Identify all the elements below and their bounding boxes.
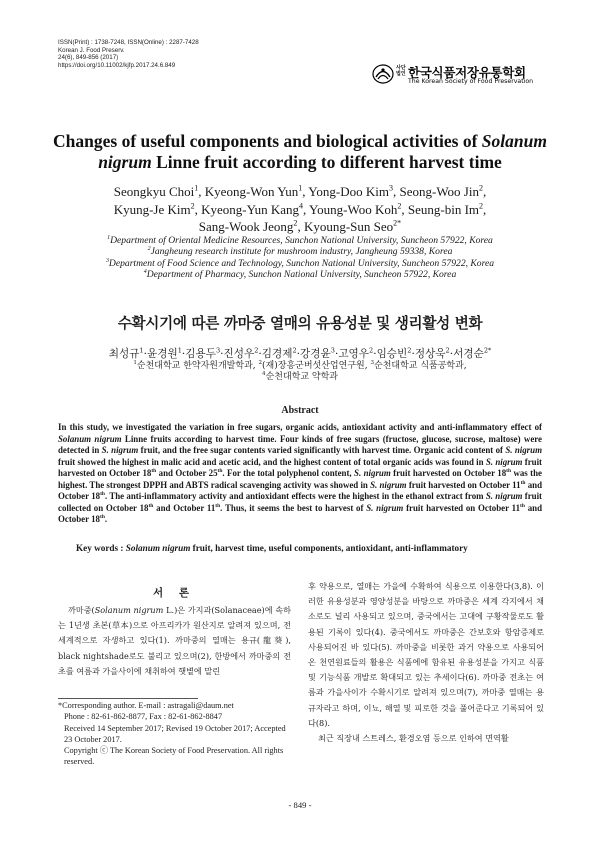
- society-emblem-icon: [372, 64, 394, 84]
- affiliation-text: 순천대학교 식품공학과,: [374, 361, 467, 371]
- corresponding-author: *Corresponding author. E-mail : astragali@daum.net: [58, 701, 234, 710]
- affiliation: [50, 235, 550, 246]
- affiliation-text: Department of Oriental Medicine Resources, Sunchon National University, Suncheon 57922, Korea: [110, 235, 493, 246]
- affiliation-text: 순천대학교 약학과: [265, 372, 338, 383]
- author-name-ko: 최성규: [108, 348, 140, 360]
- author-sup: 2: [190, 201, 195, 211]
- affiliation-ko-line: [50, 372, 550, 383]
- society-name-en: The Korean Society of Food Preservation: [408, 78, 534, 85]
- author-sup: 2*: [483, 346, 492, 355]
- author-sup: 2: [254, 346, 259, 355]
- affiliation-list: [50, 235, 550, 280]
- affiliation-sup: 3: [370, 360, 374, 366]
- species-name: Solanum nigrum: [94, 605, 164, 615]
- title-species: Solanum nigrum: [98, 131, 547, 172]
- contact-phone: Phone : 82-61-862-8877, Fax : 82-61-862-8847: [64, 712, 223, 722]
- affiliation-text: Jangheung research institute for mushroom industry, Jangheung 59338, Korea: [150, 246, 453, 258]
- author-sep: ,: [401, 201, 408, 217]
- doi-link[interactable]: https://doi.org/10.11002/kjfp.2017.24.6.849: [58, 61, 176, 69]
- author-sup: 1: [298, 183, 303, 193]
- species-name: S. nigrum: [354, 468, 391, 479]
- keywords-label: Key words :: [76, 543, 124, 553]
- text-run: and October 25: [156, 468, 218, 479]
- author-sup: 1: [177, 346, 182, 355]
- affiliation: [50, 269, 550, 280]
- author-sep: ,: [198, 184, 205, 199]
- author-sep: ·: [411, 348, 415, 360]
- society-logo: [372, 62, 544, 88]
- author-name: Kyoung-Sun Seo: [303, 219, 394, 235]
- author-name: Kyung-Je Kim: [113, 201, 191, 217]
- author-sep: ·: [181, 348, 186, 360]
- author-list-ko: [50, 347, 550, 361]
- author-name: Seung-bin Im: [407, 201, 480, 217]
- species-name: S. nigrum: [505, 445, 542, 456]
- paragraph: 후 약용으로, 열매는 가을에 수확하여 식용으로 이용한다(3,8). 이러한 유용성분과 영양성분을 바탕으로 까마중은 세계 각지에서 채소로도 널리 사용되고 있으며, 중국에서는 고대에 구황작물로도 활용된 기록이 있다(4). 중국에서도 까마중은 간보호와 항암증제로 사용되어진 바 있다(5). 까마중을 비롯한 과거 약용으로 사용되어 온 천연원료들의 활용은 식품에에 함유된 유용성분을 가지고 식품 및 기능식품 개발로 확대되고 있는 추세이다(6). 까마중 전초는 여름과 가을사이가 수확시기로 알려져 있으며(7), 까마중 열매는 용규자라고 하며, 이뇨, 해열 및 피로한 것을 풀어준다고 기록되어 있다(8).: [308, 581, 544, 728]
- copyright: Copyright ⓒ The Korean Society of Food Preservation. All rights reserved.: [64, 746, 284, 767]
- author-sup: 2: [369, 346, 374, 355]
- author-sup: 3: [330, 346, 335, 355]
- ordinal-sup: th: [520, 479, 526, 486]
- left-column: [58, 603, 291, 679]
- text-run: .: [104, 514, 108, 525]
- author-sep: ·: [449, 348, 454, 360]
- author-sep: ,: [483, 201, 487, 217]
- affiliation-sup: 1: [107, 234, 111, 241]
- author-name-ko: 임승빈: [376, 348, 408, 360]
- affiliation: [50, 246, 550, 257]
- author-sep: ,: [303, 201, 310, 217]
- section-heading-introduction: 서 론: [153, 587, 195, 599]
- text-run: . The anti-inflammatory activity and antioxidant effects were the highest in the ethanol extract from: [104, 491, 486, 502]
- footnote-divider: [58, 698, 198, 699]
- author-name-ko: 진성우: [223, 348, 255, 360]
- ordinal-sup: th: [217, 468, 223, 475]
- affiliation-list-ko: [50, 361, 550, 384]
- text-run: Linne fruits according to harvest time. Four kinds of free sugars (fructose, glucose, sucrose, maltose) were detected in: [58, 433, 542, 456]
- text-run: fruit harvested on October 11: [406, 479, 521, 490]
- text-run: and October 11: [153, 502, 216, 513]
- author-name-ko: 정상욱: [414, 348, 446, 360]
- ordinal-sup: th: [506, 468, 512, 475]
- affiliation-sup: 1: [133, 360, 137, 366]
- author-sep: ,: [483, 184, 487, 199]
- text-run: fruit harvested on October 18: [58, 456, 542, 479]
- affiliation-sup: 3: [105, 257, 109, 264]
- affiliation: [50, 258, 550, 269]
- keywords: [76, 543, 546, 553]
- author-sep: ,: [393, 184, 400, 199]
- affiliation-sup: 2: [147, 246, 151, 253]
- text-run: fruit showed the highest in malic acid and acetic acid, and the highest content of total organic acids was found in: [58, 456, 486, 467]
- author-name: Seong-Woo Jin: [399, 184, 479, 199]
- text-run: . Thus, it seems the best to harvest of: [220, 502, 367, 513]
- article-dates: Received 14 September 2017; Revised 19 October 2017; Accepted 23 October 2017.: [64, 723, 286, 744]
- abstract-text: [58, 422, 542, 526]
- affiliation-sup: 4: [262, 371, 266, 378]
- author-sup: 2: [407, 346, 412, 355]
- author-sep: ·: [220, 348, 224, 360]
- author-name: Kyeong-Yun Kang: [201, 201, 299, 217]
- affiliation-sup: 2: [258, 360, 263, 366]
- author-sup: 2*: [393, 218, 402, 228]
- affiliation-ko-line: [50, 361, 550, 372]
- text-run: and October 18: [58, 502, 543, 525]
- author-name-ko: 고영우: [338, 348, 370, 360]
- author-sup: 2: [479, 201, 484, 211]
- text-run: . For the total polyphenol content,: [222, 468, 355, 479]
- text-run: fruit, and the free sugar contents varied significantly with harvest time. Organic acid content of: [138, 445, 506, 456]
- text-run: was the highest. The strongest DPPH and ABTS radical scavenging activity was showed in: [58, 468, 542, 490]
- species-name: S. nigrum: [370, 479, 407, 490]
- author-name: Young-Woo Koh: [309, 201, 398, 217]
- ordinal-sup: th: [100, 491, 105, 498]
- society-mark-text: 사단법인: [396, 65, 406, 77]
- author-name: Kyeong-Won Yun: [204, 184, 299, 199]
- paper-title: [50, 131, 550, 173]
- text-run: fruit harvested on October 11: [403, 502, 521, 513]
- author-sup: 4: [298, 201, 304, 211]
- text-run: 까마중(: [68, 605, 95, 615]
- title-part: Changes of useful components and biological activities of: [53, 131, 482, 151]
- abstract-heading: Abstract: [281, 405, 319, 416]
- paragraph: [58, 603, 291, 679]
- author-sup: 2: [293, 218, 298, 228]
- text-run: fruit collected on October 18: [58, 491, 542, 513]
- author-sep: ·: [296, 348, 301, 360]
- author-name: Seongkyu Choi: [113, 184, 195, 199]
- title-part: Linne fruit according to different harvest time: [151, 152, 502, 172]
- author-name: Sang-Wook Jeong: [198, 219, 294, 235]
- author-name-ko: 김경제: [261, 348, 293, 360]
- author-name-ko: 강경윤: [300, 348, 331, 360]
- affiliation-text: 순천대학교 한약자원개발학과,: [136, 361, 259, 371]
- journal-info-line: Korean J. Food Preserv.: [58, 46, 125, 54]
- right-column: [308, 579, 544, 746]
- author-sup: 2: [478, 183, 484, 193]
- author-sup: 2: [292, 346, 297, 355]
- affiliation-text: Department of Pharmacy, Sunchon National University, Suncheon 57922, Korea: [146, 268, 457, 280]
- author-sup: 3: [388, 183, 393, 193]
- author-name-ko: 서경순: [453, 348, 484, 360]
- author-sep: ,: [297, 219, 304, 235]
- author-name-ko: 윤경원: [146, 348, 178, 360]
- species-name: Solanum nigrum: [58, 433, 122, 444]
- author-sup: 2: [445, 346, 450, 355]
- species-name: S. nigrum: [485, 456, 523, 467]
- author-sup: 1: [194, 183, 199, 193]
- footnote: [58, 700, 293, 768]
- author-name-ko: 김용두: [185, 348, 216, 360]
- affiliation-text: Department of Food Science and Technology, Sunchon National University, Suncheon 57922, Korea: [108, 257, 495, 269]
- journal-info-line: ISSN(Print) : 1738-7248, ISSN(Online) : 2287-7428: [58, 39, 199, 46]
- page-number: - 849 -: [288, 800, 312, 810]
- text-run: and October 18: [58, 479, 542, 502]
- author-sep: ·: [143, 348, 147, 360]
- author-list: [50, 183, 550, 236]
- ordinal-sup: th: [215, 502, 221, 509]
- affiliation-sup: 4: [143, 268, 147, 275]
- author-sup: 3: [215, 346, 221, 355]
- ordinal-sup: th: [148, 502, 154, 509]
- text-run: fruit harvested on October 18: [390, 468, 507, 479]
- author-sep: ·: [334, 348, 339, 360]
- species-name: S. nigrum: [485, 491, 523, 502]
- text-run: L.)은 가지과(Solanaceae)에 속하는 1년생 초본(草本)으로 아프리카가 원산지로 알려져 있으며, 전 세계적으로 자생하고 있다(1). 까마중의 열매는 용규(龍葵), black nightshade로도 불리고 있으며(2), 한방에서 까마중의 전초를 여름과 가을사이에 채취하여 햇볕에 말린: [58, 605, 291, 676]
- ordinal-sup: th: [151, 468, 157, 475]
- author-sup: 1: [139, 346, 144, 355]
- ordinal-sup: th: [99, 514, 105, 521]
- affiliation-text: (재)장흥군버섯산업연구원,: [262, 361, 371, 371]
- journal-info: [58, 39, 199, 69]
- paper-title-ko: 수확시기에 따른 까마중 열매의 유용성분 및 생리활성 변화: [117, 315, 483, 332]
- keywords-rest: fruit, harvest time, useful components, antioxidant, anti-inflammatory: [190, 543, 468, 553]
- journal-info-line: 24(6), 849-856 (2017): [58, 54, 119, 62]
- keywords-species: Solanum nigrum: [125, 543, 191, 553]
- paragraph: 최근 직장내 스트레스, 환경오염 등으로 인하여 면역활: [318, 733, 509, 744]
- society-name-ko: 한국식품저장유통학회: [408, 65, 526, 80]
- author-sep: ,: [302, 184, 309, 199]
- text-run: In this study, we investigated the variation in free sugars, organic acids, antioxidant activity and anti-inflammatory effect of: [58, 422, 542, 432]
- author-sep: ·: [258, 348, 262, 360]
- species-name: S. nigrum: [101, 445, 139, 456]
- author-sep: ·: [373, 348, 377, 360]
- author-name: Yong-Doo Kim: [308, 184, 389, 199]
- ordinal-sup: th: [520, 502, 525, 509]
- author-sup: 2: [397, 201, 402, 211]
- author-sep: ,: [194, 201, 202, 217]
- species-name: S. nigrum: [366, 502, 404, 513]
